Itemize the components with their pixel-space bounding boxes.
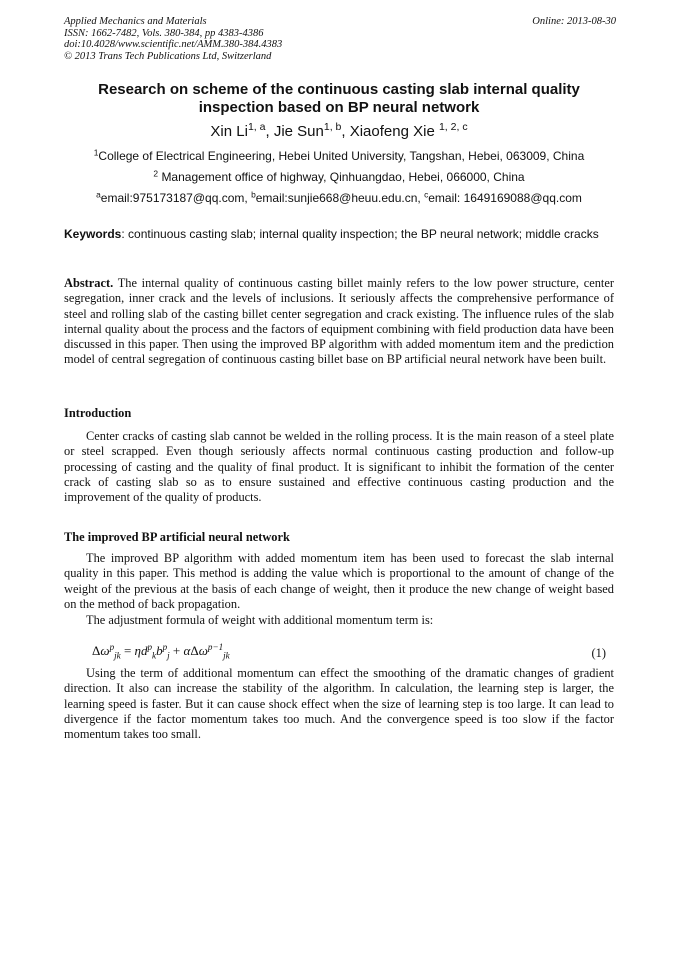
section-heading-bp-network: The improved BP artificial neural network bbox=[64, 530, 290, 544]
copyright-line: © 2013 Trans Tech Publications Ltd, Switzerland bbox=[64, 50, 272, 62]
affiliation-2 bbox=[64, 170, 614, 185]
journal-header bbox=[64, 16, 282, 62]
email-link[interactable]: email:975173187@qq.com, bbox=[100, 191, 248, 205]
paper-title: Research on scheme of the continuous casting slab internal quality inspection based on BP neural network bbox=[98, 81, 580, 116]
equation-1: $\Delta\omega^p_{jk} = \eta d^p_kb^p_j + \alpha\Delta\omega^{p-1}_{jk}$ bbox=[92, 642, 230, 661]
bp-paragraph-3: Using the term of additional momentum can effect the smoothing of the dramatic changes of gradient direction. It also can increase the stability of the algorithm. In calculation, the learning step is larger, the learning speed is faster. But it can cause shock effect when the size of learning step is too large. It can lead to divergence if the factor momentum takes too much. And the convergence speed is too slow if the factor momentum takes too small. bbox=[64, 666, 614, 742]
author-sup: 1, b bbox=[323, 121, 342, 134]
issn-line: ISSN: 1662-7482, Vols. 380-384, pp 4383-4386 bbox=[64, 27, 264, 39]
equation-number: (1) bbox=[591, 646, 606, 660]
email-sup: b bbox=[251, 189, 256, 200]
introduction-paragraph: Center cracks of casting slab cannot be welded in the rolling process. It is the main reason of a steel plate or steel scrapped. Even though seriously affects normal continuous casting production and follow-up processing of casting and the quality of final product. It is significant to inhibit the formation of the center crack of casting slab so as to ensure sustained and effective continuous casting production and the improvement of the quality of products. bbox=[64, 429, 614, 505]
affiliation-1 bbox=[64, 149, 614, 164]
email-sup: c bbox=[424, 189, 429, 200]
author-name: Jie Sun bbox=[273, 123, 324, 140]
keywords bbox=[64, 227, 614, 242]
keywords-text: : continuous casting slab; internal quality inspection; the BP neural network; middle cracks bbox=[121, 227, 599, 241]
author-list: Xin Li$^{1, a}$, Jie Sun$^{1, b}$, Xiaofeng Xie $^{1, 2, c}$ bbox=[210, 121, 468, 140]
doi-line: doi:10.4028/www.scientific.net/AMM.380-384.4383 bbox=[64, 39, 283, 50]
author-sup: 1, 2, c bbox=[438, 121, 468, 134]
affiliation-text: Management office of highway, Qinhuangdao, Hebei, 066000, China bbox=[161, 170, 525, 184]
section-heading-introduction: Introduction bbox=[64, 406, 132, 420]
journal-name: Applied Mechanics and Materials bbox=[64, 16, 207, 27]
bp-paragraph-1: The improved BP algorithm with added momentum item has been used to forecast the slab internal quality in this paper. This method is adding the value which is proportional to the amount of change of the weight of the previous at the basis of each change of weight, then it produce the new change of weight based on the method of back propagation. bbox=[64, 551, 614, 611]
keywords-label: Keywords bbox=[64, 227, 122, 241]
affiliation-sup: 2 bbox=[153, 168, 159, 179]
email-link[interactable]: email: 1649169088@qq.com bbox=[428, 191, 582, 205]
online-date: Online: 2013-08-30 bbox=[532, 16, 616, 27]
affiliation-sup: 1 bbox=[93, 147, 99, 158]
affiliation-text: College of Electrical Engineering, Hebei United University, Tangshan, Hebei, 063009, China bbox=[98, 149, 585, 163]
abstract bbox=[64, 276, 614, 368]
email-link[interactable]: email:sunjie668@heuu.edu.cn, bbox=[255, 191, 421, 205]
author-name: Xiaofeng Xie bbox=[349, 123, 435, 140]
email-list bbox=[64, 191, 614, 206]
author-sup: 1, a bbox=[247, 121, 266, 134]
abstract-label: Abstract. bbox=[64, 276, 114, 290]
author-name: Xin Li bbox=[210, 123, 248, 140]
email-sup: a bbox=[96, 189, 101, 200]
bp-paragraph-2: The adjustment formula of weight with additional momentum term is: bbox=[86, 613, 434, 627]
abstract-text: The internal quality of continuous casting billet mainly refers to the low power structure, center segregation, inner crack and the levels of inclusions. It seriously affects the comprehensive performance of steel and rolling slab of the casting billet center segregation and crack existing. The influence rules of the slab internal quality about the process and the factors of equipment combining with field production data have been discussed in this paper. Then using the improved BP algorithm with added momentum item and the prediction model of central segregation of continuous casting billet base on BP artificial neural network have been built. bbox=[64, 276, 615, 367]
